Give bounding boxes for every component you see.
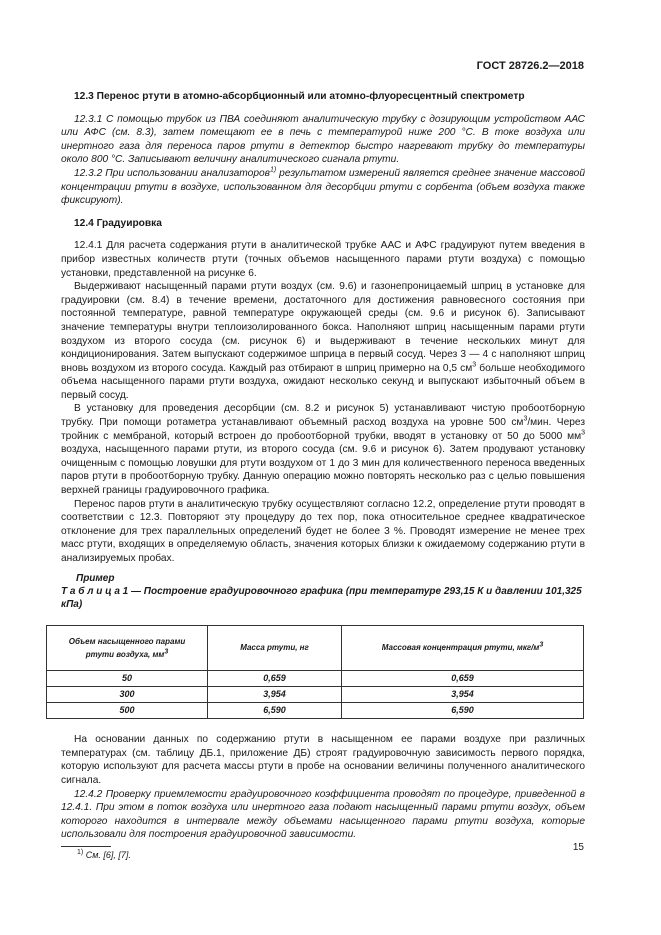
col-header-volume [47,626,208,671]
table-caption-text: — Построение градуировочного графика (при температуре 293,15 К и давлении 101,325 кПа) [61,586,582,611]
para-12-3-2 [61,167,585,208]
col-header-volume-a: Объем насыщенного парами [68,636,186,646]
cell-mass: 0,659 [208,671,342,687]
para-12-4-1-c [61,402,585,497]
para-c-sup-1: 3 [523,415,528,423]
calibration-table [46,625,584,719]
page-number: 15 [572,842,584,853]
para-12-3-2-text-b: результатом измерений является среднее значение массовой концентрации ртути в воздухе, использованном для десорбции ртути с сорбента (объем воздуха также фиксируют). [61,167,585,207]
para-b-text-a: Выдерживают насыщенный парами ртути воздух (см. 9.6) и газонепроницаемый шприц в установке для градуировки (см. 8.4) в течение времени, достаточного для достижения равновесного состояния при постоянной температуре, равной температуре окружающей среды (см. 9.6 и рисунок 6). Записывают значение температуры внутри теплоизолированного бокса. Наполняют шприц насыщенным парами ртути воздухом из второго сосуда (см. рисунок 6) и выдерживают в течение нескольких минут для кондиционирования. Затем выпускают содержимое шприца в первый сосуд. Через 3 — 4 с наполняют шприц вновь воздухом из второго сосуда. Каждый раз отбирают в шприц примерно на 0,5 см [61,281,585,374]
para-b-text-b: больше необходимого объема насыщенного парами ртути воздуха, ожидают несколько секунд и выпускают избыточный объем в первый сосуд. [61,362,585,401]
cell-volume: 50 [47,671,208,687]
para-c-text-c: воздуха, насыщенного парами ртути, из второго сосуда (см. 9.6 и рисунок 6). Затем продувают установку очищенным с помощью ловушки для ртути воздухом от 1 до 3 мин для количественного переноса введенных паров ртути в пробоотборную трубку. Данную операцию можно повторять несколько раз с целью повышения верхней границы градуировочного графика. [61,444,585,497]
table-row [47,703,584,719]
footnote-text: См. [6], [7]. [85,849,131,860]
footnote-divider [61,846,111,847]
para-12-4-2: 12.4.2 Проверку приемлемости градуировочного коэффициента проводят по процедуре, приведенной в 12.4.1. При этом в поток воздуха или инертного газа подают насыщенный парами ртути воздух, объем которого находится в интервале между объемами насыщенного парами ртути воздуха, которые использовали для построения градуировочной зависимости. [61,788,585,841]
table-header-row [47,626,584,671]
para-c-sup-2: 3 [581,429,585,437]
col-header-conc-text: Массовая концентрация ртути, мкг/м [381,643,540,653]
section-12-3-heading: 12.3 Перенос ртути в атомно-абсорбционный или атомно-флуоресцентный спектрометр [74,91,525,102]
table-caption [61,585,585,611]
table-row [47,671,584,687]
footnote [77,849,585,863]
col-header-volume-sup: 3 [164,648,169,656]
cell-mass: 3,954 [208,687,342,703]
para-12-4-1-e: На основании данных по содержанию ртути в насыщенном ее парами воздухе при различных температурах (см. таблицу ДБ.1, приложение ДБ) строят градуировочную зависимость первого порядка, которую используют для расчета массы ртути в пробе на основании величины полученного аналитического сигнала. [61,734,585,786]
cell-concentration: 0,659 [342,671,584,687]
cell-volume: 500 [47,703,208,719]
col-header-mass: Масса ртути, нг [208,626,342,671]
section-12-4-heading: 12.4 Градуировка [74,217,162,229]
para-12-4-1-b [61,280,585,402]
footnote-mark: 1) [77,848,84,856]
col-header-conc-sup: 3 [539,641,544,649]
para-12-3-2-text-a: 12.3.2 При использовании анализаторов [74,167,270,179]
table-row [47,687,584,703]
para-b-sup: 3 [472,361,477,369]
para-c-text-a: В установку для проведения десорбции (см. 8.2 и рисунок 5) устанавливают чистую пробоотборную трубку. При помощи ротаметра устанавливают объемный расход воздуха на уровне 500 см [61,403,585,429]
cell-mass: 6,590 [208,703,342,719]
para-12-4-1-d: Перенос паров ртути в аналитическую трубку осуществляют согласно 12.2, определение ртути проводят в соответствии с 12.3. Повторяют эту процедуру до тех пор, пока относительное среднее квадратическое отклонение для трех параллельных определений будет не более 3 %. Проводят измерение не менее трех масс ртути, входящих в определяемую область, значения которых близки к ожидаемому содержанию ртути в анализируемых пробах. [61,498,585,564]
para-12-4-1: 12.4.1 Для расчета содержания ртути в аналитической трубке ААС и АФС градуируют путем введения в прибор известных количеств ртути (точных объемов насыщенного парами ртути воздуха) с помощью установки, представленной на рисунке 6. [61,240,585,279]
page-content [61,90,585,863]
cell-concentration: 6,590 [342,703,584,719]
standard-number: ГОСТ 28726.2—2018 [476,60,584,72]
cell-concentration: 3,954 [342,687,584,703]
col-header-concentration [342,626,584,671]
col-header-volume-b: ртути воздуха, мм [85,650,165,660]
cell-volume: 300 [47,687,208,703]
example-label: Пример [76,572,115,584]
para-12-3-1: 12.3.1 С помощью трубок из ПВА соединяют аналитическую трубку с дозирующим устройством ААС или АФС (см. 8.3), затем помещают ее в печь с температурой ниже 200 °С. В токе воздуха или инертного газа для переноса паров ртути в детектор быстро нагревают трубку до температуры около 800 °С. Записывают величину аналитического сигнала ртути. [61,113,585,166]
para-c-text-b: /мин. Через тройник с мембраной, который встроен до пробоотборной трубки, вводят в установку от 50 до 5000 мм [61,417,586,442]
table-caption-number: Т а б л и ц а 1 [61,586,129,598]
footnote-ref: 1) [270,166,277,174]
